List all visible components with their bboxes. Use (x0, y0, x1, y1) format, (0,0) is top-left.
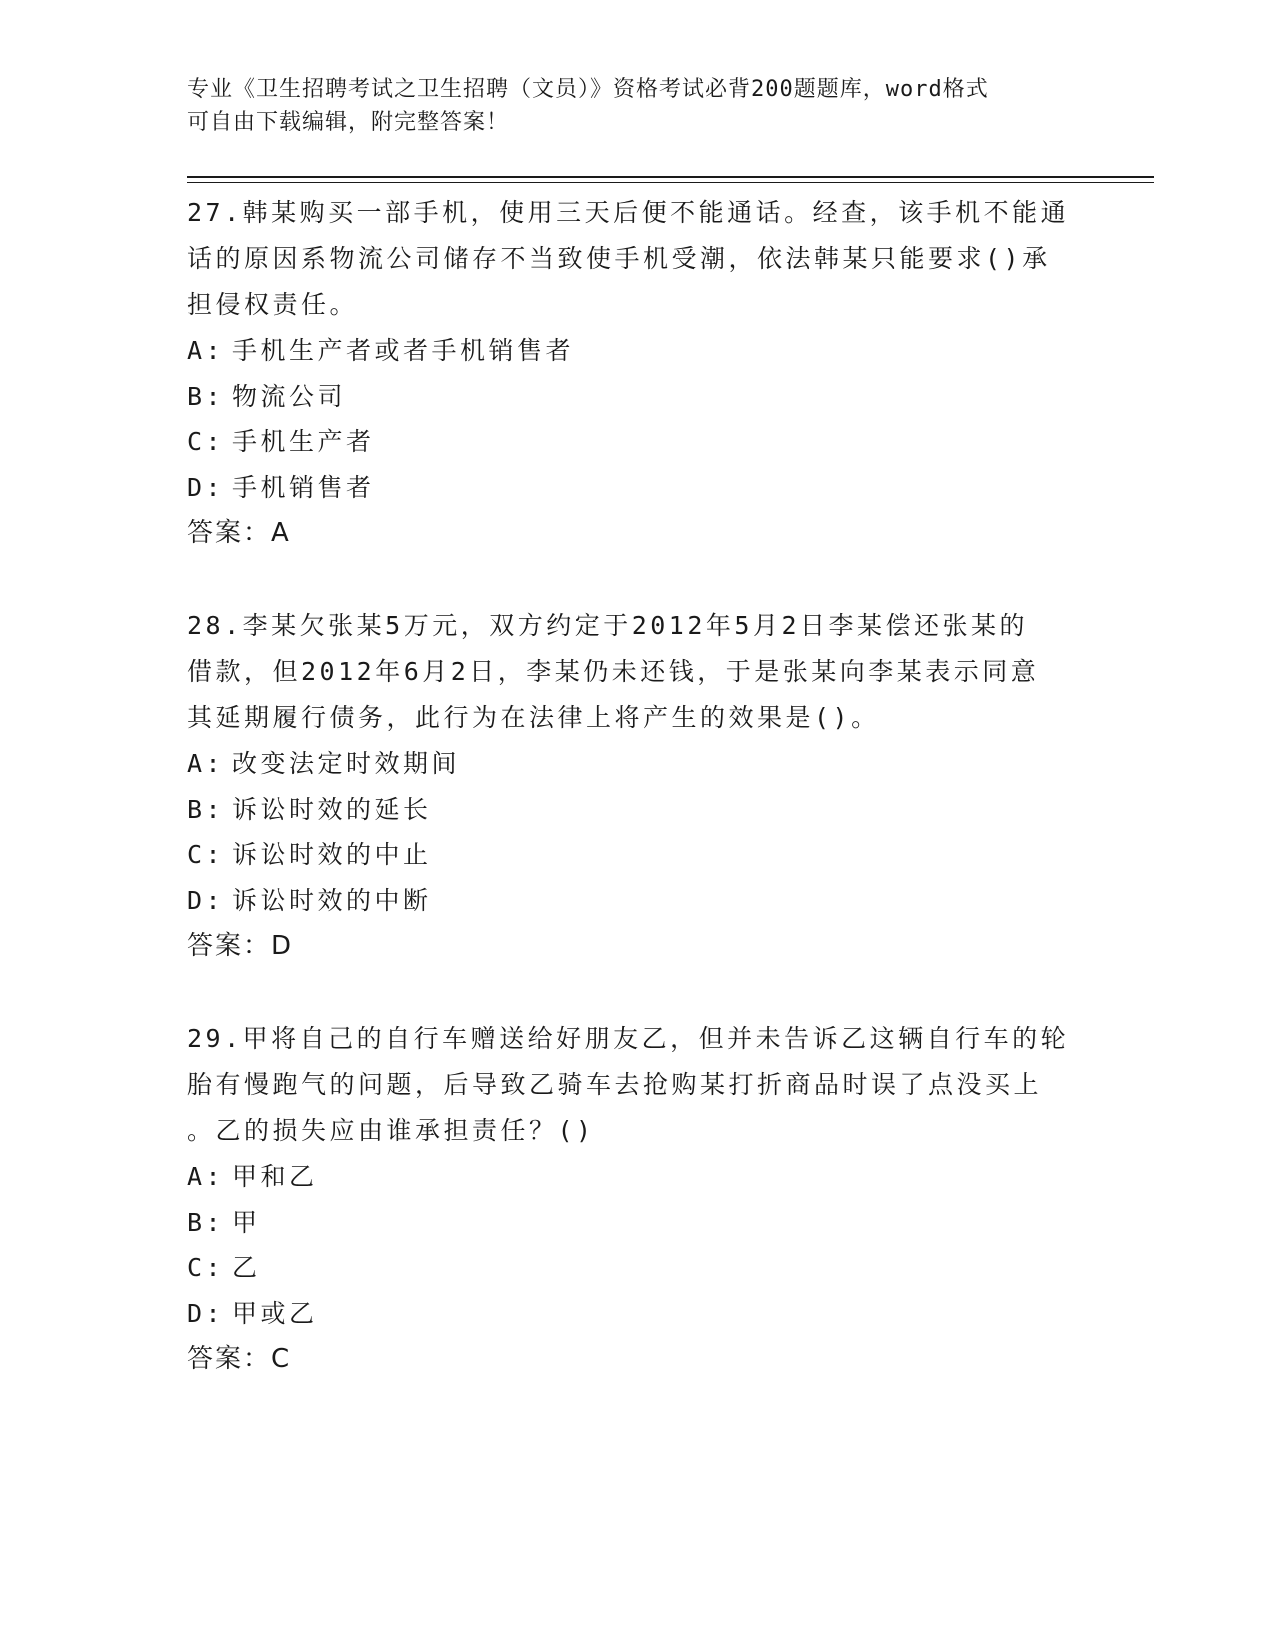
option-letter: A: (187, 749, 225, 778)
question-29 (187, 1016, 1087, 1382)
option-letter: C: (187, 427, 225, 456)
option-a (187, 741, 1087, 787)
header-divider-thick (187, 176, 1154, 178)
option-letter: D: (187, 1298, 225, 1328)
option-text: 物流公司 (232, 381, 347, 411)
option-a (187, 1154, 1087, 1200)
option-a (187, 328, 1087, 374)
option-text: 甲和乙 (232, 1162, 318, 1191)
option-b (187, 374, 1087, 420)
stem-line: 担侵权责任。 (187, 290, 359, 319)
header-line-1: 专业《卫生招聘考试之卫生招聘（文员）》资格考试必背200题题库，word格式 (187, 77, 989, 102)
option-b (187, 787, 1087, 833)
option-text: 诉讼时效的中断 (232, 885, 432, 915)
option-text: 甲或乙 (232, 1298, 318, 1328)
question-stem (187, 190, 1087, 328)
option-letter: D: (187, 885, 225, 915)
option-letter: A: (187, 1162, 225, 1191)
option-c (187, 419, 1087, 465)
header-line-2: 可自由下载编辑，附完整答案！ (187, 110, 510, 135)
option-letter: C: (187, 1253, 225, 1282)
option-b (187, 1200, 1087, 1246)
question-28 (187, 603, 1087, 969)
option-letter: B: (187, 794, 225, 824)
header-divider-thin (187, 182, 1154, 183)
stem-line: 。乙的损失应由谁承担责任？() (187, 1116, 595, 1145)
option-letter: B: (187, 381, 225, 411)
option-text: 手机生产者或者手机销售者 (232, 336, 575, 365)
option-letter: A: (187, 336, 225, 365)
stem-line: 28.李某欠张某5万元，双方约定于2012年5月2日李某偿还张某的 (187, 611, 1029, 640)
document-header (187, 73, 1087, 139)
option-letter: B: (187, 1207, 225, 1237)
option-text: 诉讼时效的中止 (232, 840, 432, 869)
answer-line: 答案：A (187, 518, 291, 548)
option-d (187, 878, 1087, 924)
stem-line: 29.甲将自己的自行车赠送给好朋友乙，但并未告诉乙这辆自行车的轮 (187, 1024, 1070, 1053)
option-letter: C: (187, 840, 225, 869)
option-text: 诉讼时效的延长 (232, 794, 432, 824)
question-27 (187, 190, 1087, 556)
option-text: 甲 (232, 1207, 261, 1237)
option-c (187, 832, 1087, 878)
stem-line: 胎有慢跑气的问题，后导致乙骑车去抢购某打折商品时误了点没买上 (187, 1070, 1043, 1099)
question-list (187, 190, 1087, 1429)
stem-line: 27.韩某购买一部手机，使用三天后便不能通话。经查，该手机不能通 (187, 198, 1070, 227)
answer-line: 答案：C (187, 1344, 292, 1374)
answer-line: 答案：D (187, 931, 294, 961)
option-text: 乙 (232, 1253, 261, 1282)
option-letter: D: (187, 472, 225, 502)
stem-line: 话的原因系物流公司储存不当致使手机受潮，依法韩某只能要求()承 (187, 244, 1051, 273)
option-d (187, 1291, 1087, 1337)
option-text: 手机生产者 (232, 427, 375, 456)
option-d (187, 465, 1087, 511)
question-stem (187, 1016, 1087, 1154)
stem-line: 借款，但2012年6月2日，李某仍未还钱，于是张某向李某表示同意 (187, 657, 1040, 686)
option-text: 改变法定时效期间 (232, 749, 461, 778)
option-c (187, 1245, 1087, 1291)
stem-line: 其延期履行债务，此行为在法律上将产生的效果是()。 (187, 703, 880, 732)
option-text: 手机销售者 (232, 472, 375, 502)
question-stem (187, 603, 1087, 741)
